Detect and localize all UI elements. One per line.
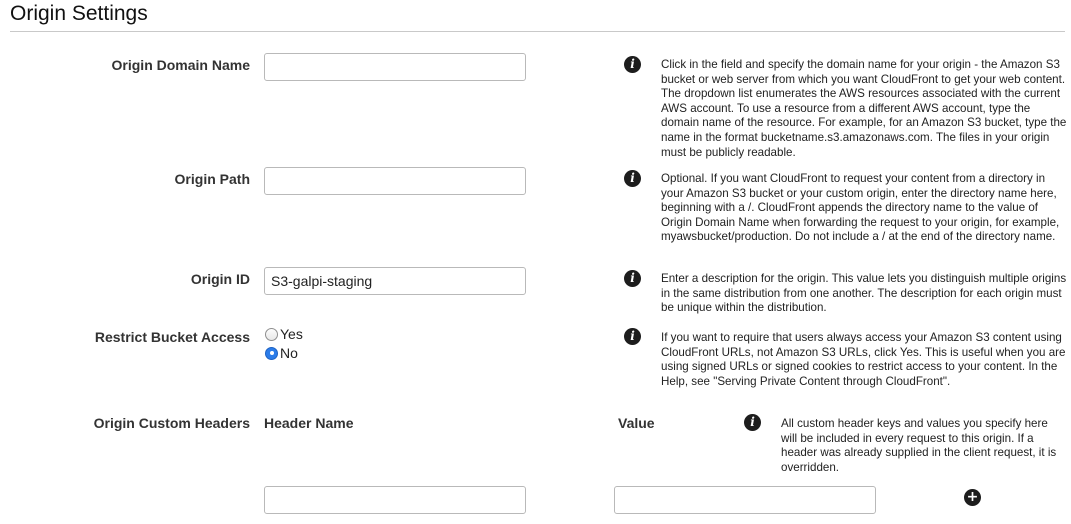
- radio-yes-label: Yes: [280, 326, 303, 342]
- info-icon[interactable]: i: [624, 56, 641, 73]
- radio-yes[interactable]: [265, 328, 278, 341]
- origin-id-help: Enter a description for the origin. This value lets you distinguish multiple origins in the same distribution from one another. The description for each origin must be unique within the distribution.: [661, 272, 1067, 315]
- radio-no-option[interactable]: [265, 345, 298, 361]
- section-divider: [10, 31, 1065, 32]
- radio-yes-option[interactable]: [265, 326, 303, 342]
- header-value-input[interactable]: [614, 486, 876, 514]
- radio-no-label: No: [280, 345, 298, 361]
- origin-id-input[interactable]: [264, 267, 526, 295]
- info-icon[interactable]: i: [744, 414, 761, 431]
- origin-path-label: Origin Path: [174, 171, 250, 187]
- info-icon[interactable]: i: [624, 270, 641, 287]
- section-title: Origin Settings: [10, 2, 148, 25]
- origin-path-input[interactable]: [264, 167, 526, 195]
- info-icon[interactable]: i: [624, 170, 641, 187]
- origin-domain-name-help: Click in the field and specify the domain name for your origin - the Amazon S3 bucket or web server from which you want CloudFront to get your web content. The dropdown list enumerates the AWS resources associated with the current AWS account. To use a resource from a different AWS account, type the domain name of the resource. For example, for an Amazon S3 bucket, type the name in the format bucketname.s3.amazonaws.com. The files in your origin must be publicly readable.: [661, 58, 1067, 159]
- custom-headers-help: All custom header keys and values you specify here will be included in every request to this origin. If a header was already supplied in the client request, it is overridden.: [781, 417, 1057, 474]
- origin-path-help: Optional. If you want CloudFront to request your content from a directory in your Amazon S3 bucket or your custom origin, enter the directory name here, beginning with a /. CloudFront appends the directory name to the value of Origin Domain Name when forwarding the request to your origin, for example, myawsbucket/production. Do not include a / at the end of the directory name.: [661, 172, 1060, 244]
- origin-custom-headers-label: Origin Custom Headers: [93, 415, 250, 431]
- header-name-column-label: Header Name: [264, 415, 354, 431]
- origin-id-label: Origin ID: [190, 271, 250, 287]
- info-icon[interactable]: i: [624, 328, 641, 345]
- origin-domain-name-label: Origin Domain Name: [111, 57, 250, 73]
- restrict-bucket-access-help: If you want to require that users always access your Amazon S3 content using CloudFront URLs, not Amazon S3 URLs, click Yes. This is useful when you are using signed URLs or signed cookies to restrict access to your content. In the Help, see "Serving Private Content through CloudFront".: [661, 331, 1066, 388]
- value-column-label: Value: [618, 415, 655, 431]
- header-name-input[interactable]: [264, 486, 526, 514]
- plus-circle-icon[interactable]: +: [964, 489, 981, 506]
- origin-domain-name-input[interactable]: [264, 53, 526, 81]
- radio-no[interactable]: [265, 347, 278, 360]
- restrict-bucket-access-label: Restrict Bucket Access: [94, 329, 250, 345]
